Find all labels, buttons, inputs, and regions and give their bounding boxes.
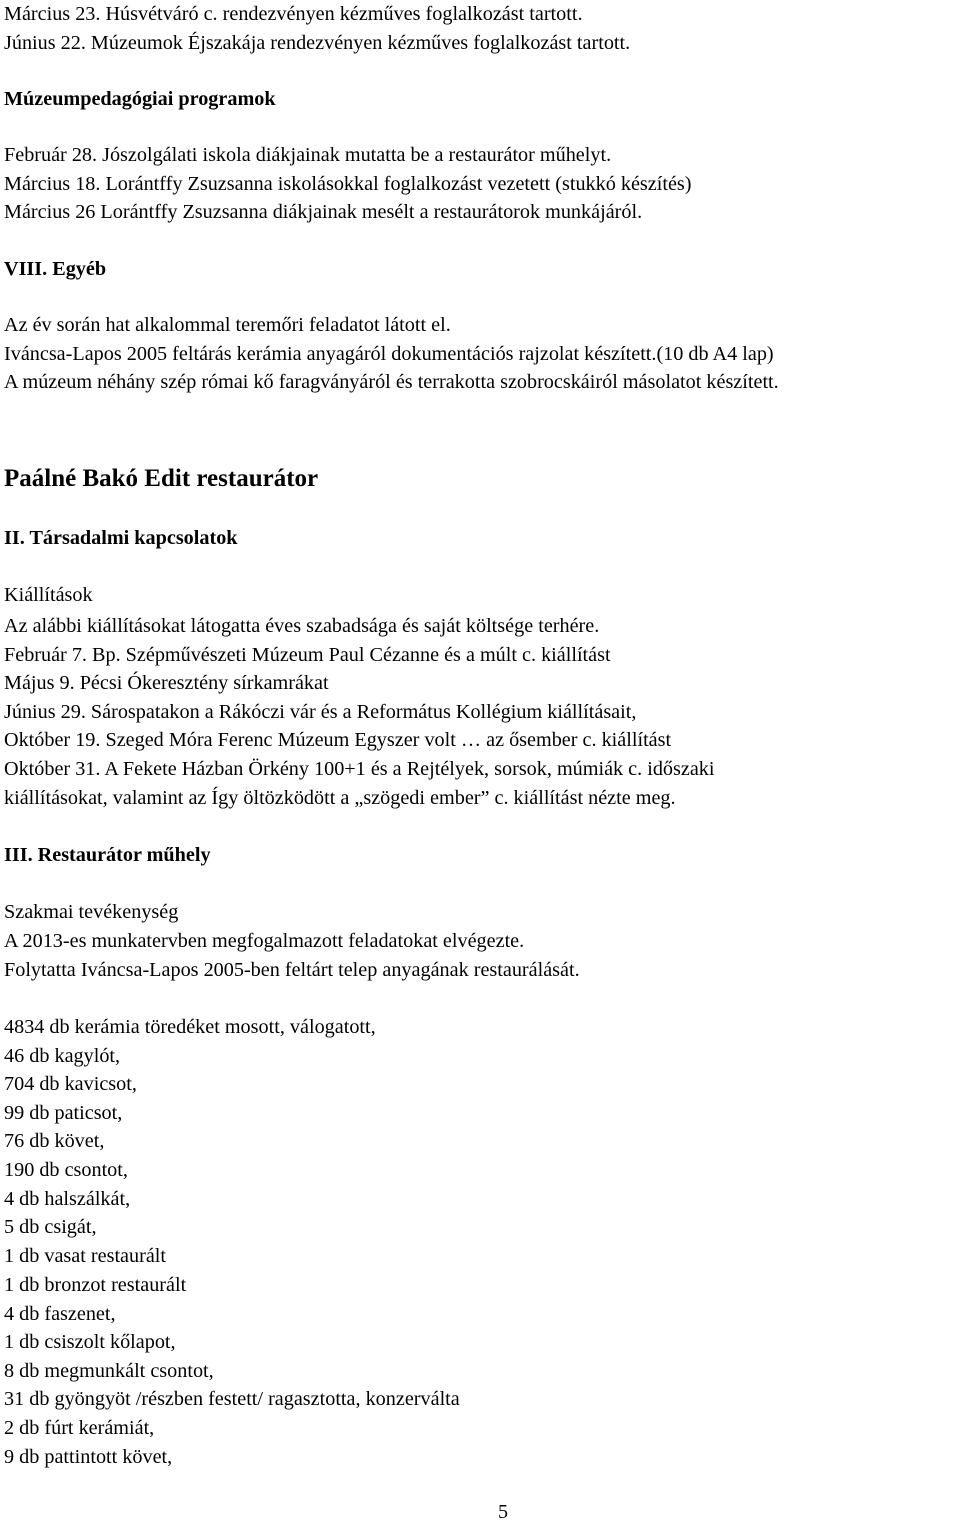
exhibition-item: Május 9. Pécsi Ókeresztény sírkamrákat [4,672,329,694]
egyeb-item: Az év során hat alkalommal teremőri feladatot látott el. [4,314,451,336]
section-heading-egyeb: VIII. Egyéb [4,258,107,280]
list-item: 46 db kagylót, [4,1045,121,1067]
exhibition-item: Az alábbi kiállításokat látogatta éves szabadsága és saját költsége terhére. [4,615,600,637]
section-heading-muzeumpedagogia: Múzeumpedagógiai programok [4,88,276,110]
list-item: 190 db csontot, [4,1159,128,1181]
page-number: 5 [498,1501,509,1523]
subheading-szakmai: Szakmai tevékenység [4,901,179,923]
event-line-march-23: Március 23. Húsvétváró c. rendezvényen kézműves foglalkozást tartott. [4,3,583,25]
egyeb-item: Iváncsa-Lapos 2005 feltárás kerámia anyagáról dokumentációs rajzolat készített.(10 db A4 lap) [4,343,774,365]
subheading-kiallitasok: Kiállítások [4,584,93,606]
event-line-june-22: Június 22. Múzeumok Éjszakája rendezvényen kézműves foglalkozást tartott. [4,32,631,54]
exhibition-item: kiállításokat, valamint az Így öltözködött a „szögedi ember” c. kiállítást nézte meg. [4,787,676,809]
muhely-item: A 2013-es munkatervben megfogalmazott feladatokat elvégezte. [4,930,525,952]
list-item: 31 db gyöngyöt /részben festett/ ragasztotta, konzerválta [4,1388,460,1410]
program-item: Február 28. Jószolgálati iskola diákjainak mutatta be a restaurátor műhelyt. [4,144,612,166]
exhibition-item: Június 29. Sárospatakon a Rákóczi vár és a Református Kollégium kiállításait, [4,701,637,723]
list-item: 1 db bronzot restaurált [4,1274,187,1296]
muhely-item: Folytatta Iváncsa-Lapos 2005-ben feltárt telep anyagának restaurálását. [4,959,580,981]
list-item: 2 db fúrt kerámiát, [4,1417,155,1439]
list-item: 8 db megmunkált csontot, [4,1360,214,1382]
list-item: 4 db halszálkát, [4,1188,131,1210]
list-item: 704 db kavicsot, [4,1073,137,1095]
exhibition-item: Február 7. Bp. Szépművészeti Múzeum Paul Cézanne és a múlt c. kiállítást [4,644,611,666]
exhibition-item: Október 19. Szeged Móra Ferenc Múzeum Egyszer volt … az ősember c. kiállítást [4,729,672,751]
program-item: Március 18. Lorántffy Zsuzsanna iskolásokkal foglalkozást vezetett (stukkó készítés) [4,173,692,195]
list-item: 1 db csiszolt kőlapot, [4,1331,176,1353]
list-item: 76 db követ, [4,1130,105,1152]
list-item: 5 db csigát, [4,1216,97,1238]
exhibition-item: Október 31. A Fekete Házban Örkény 100+1 és a Rejtélyek, sorsok, múmiák c. időszaki [4,758,715,780]
list-item: 4 db faszenet, [4,1303,116,1325]
list-item: 4834 db kerámia töredéket mosott, válogatott, [4,1016,376,1038]
person-title: Paálné Bakó Edit restaurátor [4,465,319,492]
section-heading-muhely: III. Restaurátor műhely [4,844,211,866]
section-heading-tarsadalmi: II. Társadalmi kapcsolatok [4,527,238,549]
egyeb-item: A múzeum néhány szép római kő faragványáról és terrakotta szobrocskáiról másolatot készített. [4,371,779,393]
program-item: Március 26 Lorántffy Zsuzsanna diákjainak mesélt a restaurátorok munkájáról. [4,201,643,223]
list-item: 99 db paticsot, [4,1102,123,1124]
list-item: 1 db vasat restaurált [4,1245,167,1267]
list-item: 9 db pattintott követ, [4,1446,173,1468]
